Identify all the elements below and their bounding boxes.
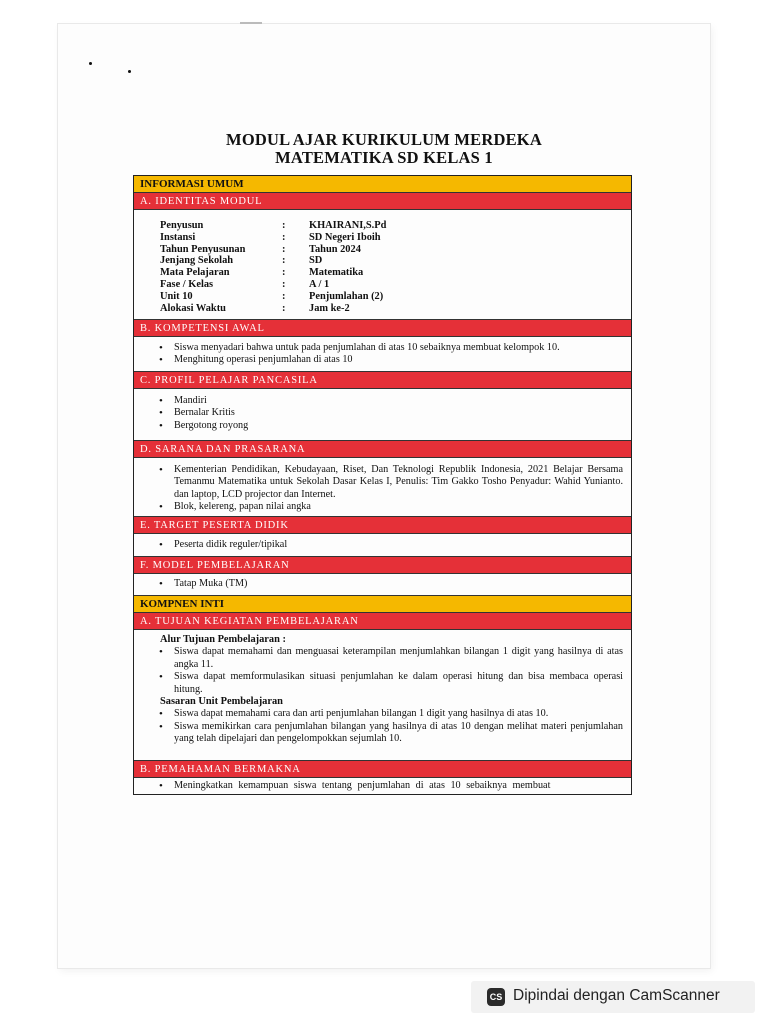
list-item: • Bernalar Kritis [134, 407, 623, 419]
list-item: • Siswa menyadari bahwa untuk pada penjumlahan di atas 10 sebaiknya membuat kelompok 10. [134, 342, 623, 354]
list-item: • Siswa memikirkan cara penjumlahan bilangan yang hasilnya di atas 10 dengan melihat materi penjumlahan yang telah dipelajari dan pengelompokkan sejumlah 10. [134, 721, 623, 746]
identitas-colon: : [282, 290, 286, 302]
list-item: • Siswa dapat memahami cara dan arti penjumlahan bilangan 1 digit yang hasilnya di atas 10. [134, 708, 623, 720]
identitas-label: Penyusun [160, 220, 204, 231]
identitas-label: Tahun Penyusunan [160, 243, 246, 255]
alur-tujuan-list [134, 646, 631, 696]
pemahaman-list [134, 780, 631, 792]
identitas-colon: : [282, 243, 286, 255]
identitas-row [134, 303, 631, 315]
sasaran-unit-label: Sasaran Unit Pembelajaran [160, 696, 283, 708]
alur-tujuan-label: Alur Tujuan Pembelajaran : [160, 634, 286, 645]
identitas-value: KHAIRANI,S.Pd [309, 220, 387, 231]
list-item: • Meningkatkan kemampuan siswa tentang penjumlahan di atas 10 sebaiknya membuat [134, 780, 623, 792]
list-item: • Siswa dapat memformulasikan situasi penjumlahan ke dalam operasi hitung dan bisa membaca operasi hitung. [134, 671, 623, 696]
list-item: • Bergotong royong [134, 420, 623, 432]
identitas-colon: : [282, 302, 286, 314]
identitas-colon: : [282, 220, 286, 231]
list-item: • Siswa dapat memahami dan menguasai keterampilan menjumlahkan bilangan 1 digit yang hasilnya di atas angka 11. [134, 646, 623, 671]
list-item: • Mandiri [134, 395, 623, 407]
identitas-label: Mata Pelajaran [160, 267, 230, 279]
identitas-value: A / 1 [309, 278, 330, 290]
identitas-value: Tahun 2024 [309, 243, 361, 255]
identitas-row [134, 279, 631, 291]
identitas-value: Matematika [309, 267, 364, 279]
document-subtitle: MATEMATIKA SD KELAS 1 [275, 148, 493, 167]
model-list [134, 578, 631, 590]
model-pembelajaran-section [134, 574, 631, 596]
profil-pancasila-header: C. PROFIL PELAJAR PANCASILA [134, 372, 631, 389]
document-title: MODUL AJAR KURIKULUM MERDEKA [226, 130, 542, 149]
scan-speck [89, 62, 92, 65]
sarana-prasarana-list [134, 464, 631, 514]
identitas-row [134, 232, 631, 244]
pemahaman-bermakna-section [134, 778, 631, 794]
identitas-colon: : [282, 231, 286, 243]
sarana-prasarana-section [134, 458, 631, 517]
identitas-value: Jam ke-2 [309, 302, 350, 314]
scan-speck [128, 70, 131, 73]
camscanner-text: Dipindai dengan CamScanner [513, 987, 720, 1004]
identitas-value: Penjumlahan (2) [309, 290, 384, 302]
identitas-label: Instansi [160, 231, 196, 243]
target-peserta-didik-header: E. TARGET PESERTA DIDIK [134, 517, 631, 534]
identitas-label: Jenjang Sekolah [160, 255, 234, 267]
list-item: • Kementerian Pendidikan, Kebudayaan, Riset, Dan Teknologi Republik Indonesia, 2021 Belajar Bersama Temanmu Matematika untuk Sekolah Dasar Kelas I, Penulis: Tim Gakko Tosho Penyadur: Wahid Yunianto. dan laptop, LCD projector dan Internet. [134, 464, 623, 501]
target-list [134, 539, 631, 551]
identitas-row [134, 267, 631, 279]
camscanner-logo-icon: CS [487, 988, 505, 1006]
kompetensi-awal-section [134, 337, 631, 372]
informasi-umum-header: INFORMASI UMUM [134, 176, 631, 193]
kompetensi-awal-list [134, 342, 631, 367]
profil-pancasila-section [134, 389, 631, 441]
identitas-value: SD Negeri Iboih [309, 231, 381, 243]
kompetensi-awal-header: B. KOMPETENSI AWAL [134, 320, 631, 337]
model-pembelajaran-header: F. MODEL PEMBELAJARAN [134, 557, 631, 574]
list-item: • Tatap Muka (TM) [134, 578, 623, 590]
tujuan-kegiatan-header: A. TUJUAN KEGIATAN PEMBELAJARAN [134, 613, 631, 630]
camscanner-watermark [471, 981, 755, 1013]
identitas-rows [134, 220, 631, 314]
identitas-colon: : [282, 267, 286, 279]
identitas-row [134, 291, 631, 303]
identitas-modul-header: A. IDENTITAS MODUL [134, 193, 631, 210]
identitas-label: Unit 10 [160, 290, 193, 302]
pemahaman-bermakna-header: B. PEMAHAMAN BERMAKNA [134, 761, 631, 778]
identitas-row [134, 255, 631, 267]
identitas-label: Alokasi Waktu [160, 302, 226, 314]
list-item: • Blok, kelereng, papan nilai angka [134, 501, 623, 513]
identitas-colon: : [282, 278, 286, 290]
identitas-colon: : [282, 255, 286, 267]
tujuan-kegiatan-section [134, 630, 631, 761]
identitas-modul-section [134, 210, 631, 320]
identitas-value: SD [309, 255, 323, 267]
profil-pancasila-list [134, 395, 631, 432]
target-peserta-didik-section [134, 534, 631, 557]
scan-artifact [240, 22, 262, 24]
identitas-row [134, 220, 631, 232]
list-item: • Menghitung operasi penjumlahan di atas 10 [134, 354, 623, 366]
list-item: • Peserta didik reguler/tipikal [134, 539, 623, 551]
sarana-prasarana-header: D. SARANA DAN PRASARANA [134, 441, 631, 458]
identitas-label: Fase / Kelas [160, 278, 214, 290]
identitas-row [134, 244, 631, 256]
komponen-inti-header: KOMPNEN INTI [134, 596, 631, 613]
sasaran-unit-list [134, 708, 631, 745]
module-table [133, 175, 632, 795]
